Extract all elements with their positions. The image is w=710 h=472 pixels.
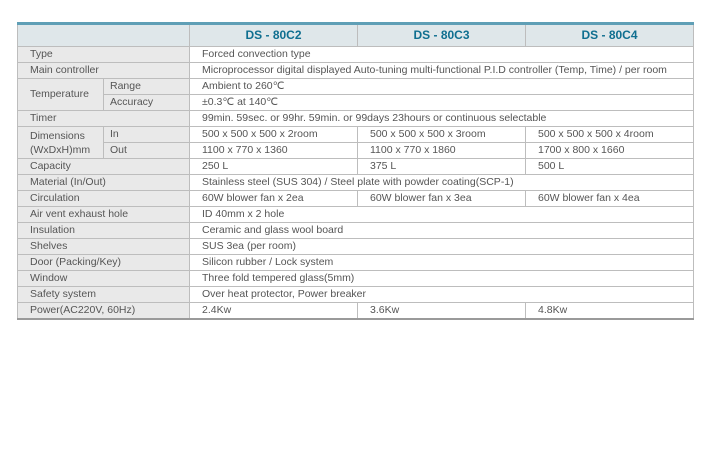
row-value: 500 x 500 x 500 x 3room (358, 127, 526, 143)
table-row (18, 127, 694, 143)
row-value: SUS 3ea (per room) (190, 239, 694, 255)
row-value: Stainless steel (SUS 304) / Steel plate with powder coating(SCP-1) (190, 175, 694, 191)
dimensions-label-line2: (WxDxH)mm (30, 144, 91, 156)
row-value: 2.4Kw (190, 303, 358, 320)
row-label: Circulation (18, 191, 190, 207)
row-value: Silicon rubber / Lock system (190, 255, 694, 271)
row-value: ID 40mm x 2 hole (190, 207, 694, 223)
row-value: 500 x 500 x 500 x 2room (190, 127, 358, 143)
row-sublabel: Accuracy (104, 95, 190, 111)
table-row (18, 303, 694, 320)
header-row (18, 24, 694, 47)
row-label: Timer (18, 111, 190, 127)
row-value: 500 x 500 x 500 x 4room (526, 127, 694, 143)
row-label: Temperature (18, 79, 104, 111)
row-label: Main controller (18, 63, 190, 79)
row-label: Insulation (18, 223, 190, 239)
row-value: 375 L (358, 159, 526, 175)
row-value: Over heat protector, Power breaker (190, 287, 694, 303)
table-row (18, 111, 694, 127)
row-label: Door (Packing/Key) (18, 255, 190, 271)
row-label: Capacity (18, 159, 190, 175)
row-value: 1100 x 770 x 1860 (358, 143, 526, 159)
row-sublabel: Range (104, 79, 190, 95)
row-value: Ceramic and glass wool board (190, 223, 694, 239)
header-corner (18, 24, 190, 47)
table-row (18, 159, 694, 175)
table-row (18, 79, 694, 95)
spec-table (17, 22, 694, 320)
row-label: Window (18, 271, 190, 287)
model-header: DS - 80C4 (526, 24, 694, 47)
row-value: 250 L (190, 159, 358, 175)
row-label (18, 127, 104, 159)
row-value: Three fold tempered glass(5mm) (190, 271, 694, 287)
row-value: 60W blower fan x 3ea (358, 191, 526, 207)
row-value: Forced convection type (190, 47, 694, 63)
row-value: 60W blower fan x 2ea (190, 191, 358, 207)
row-value: 1700 x 800 x 1660 (526, 143, 694, 159)
row-value: 4.8Kw (526, 303, 694, 320)
dimensions-label-line1: Dimensions (30, 130, 85, 142)
table-row (18, 271, 694, 287)
model-header: DS - 80C3 (358, 24, 526, 47)
row-value: ±0.3℃ at 140℃ (190, 95, 694, 111)
row-sublabel: Out (104, 143, 190, 159)
table-row (18, 255, 694, 271)
row-label: Safety system (18, 287, 190, 303)
table-row (18, 63, 694, 79)
row-label: Air vent exhaust hole (18, 207, 190, 223)
table-row (18, 223, 694, 239)
row-label: Power(AC220V, 60Hz) (18, 303, 190, 320)
table-row (18, 143, 694, 159)
row-value: Ambient to 260℃ (190, 79, 694, 95)
row-value: 99min. 59sec. or 99hr. 59min. or 99days 23hours or continuous selectable (190, 111, 694, 127)
table-row (18, 175, 694, 191)
table-row (18, 287, 694, 303)
table-row (18, 47, 694, 63)
row-sublabel: In (104, 127, 190, 143)
row-value: 3.6Kw (358, 303, 526, 320)
table-row (18, 239, 694, 255)
row-value: 500 L (526, 159, 694, 175)
table-row (18, 207, 694, 223)
model-header: DS - 80C2 (190, 24, 358, 47)
row-label: Material (In/Out) (18, 175, 190, 191)
row-value: Microprocessor digital displayed Auto-tuning multi-functional P.I.D controller (Temp, Time) / per room (190, 63, 694, 79)
row-value: 1100 x 770 x 1360 (190, 143, 358, 159)
row-label: Shelves (18, 239, 190, 255)
row-label: Type (18, 47, 190, 63)
table-row (18, 95, 694, 111)
row-value: 60W blower fan x 4ea (526, 191, 694, 207)
table-row (18, 191, 694, 207)
